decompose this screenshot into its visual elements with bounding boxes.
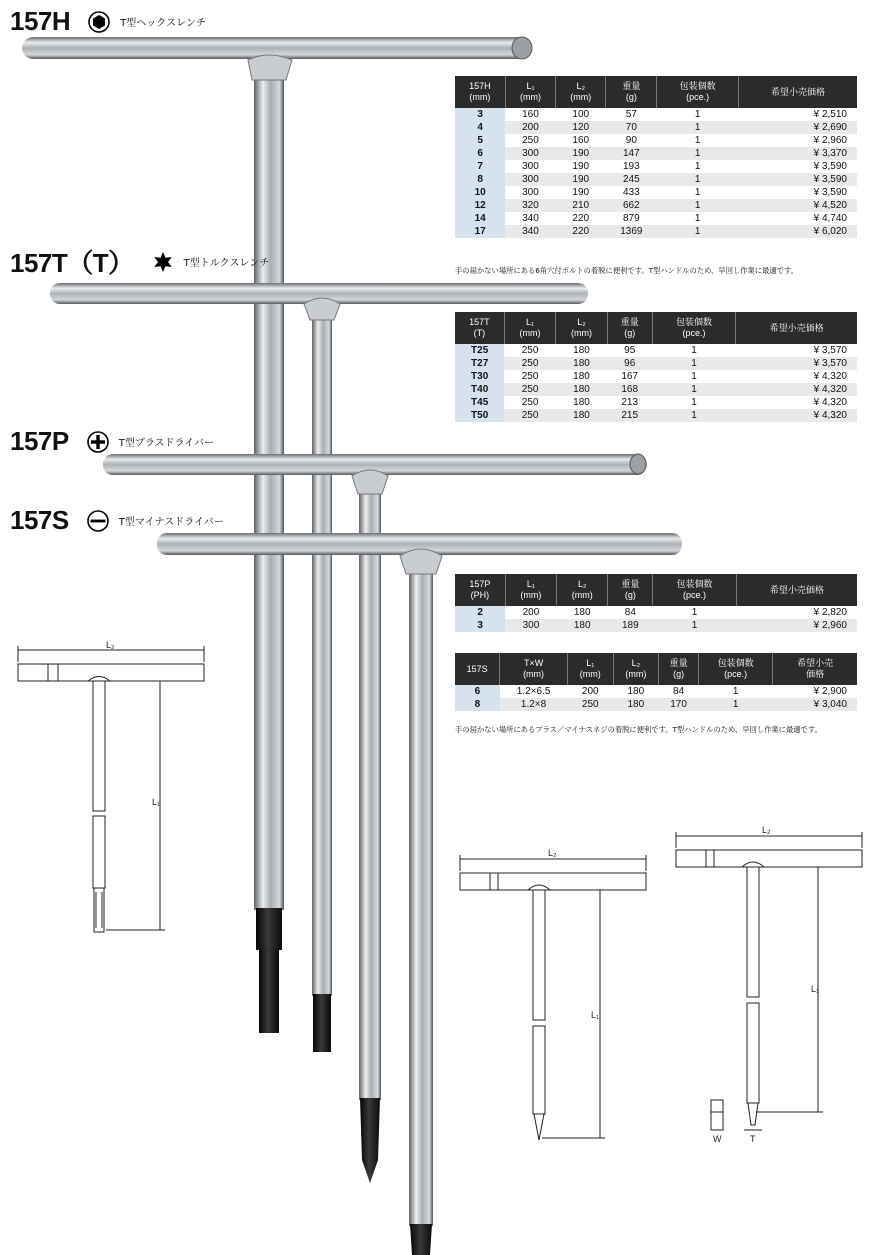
table-cell: 1: [657, 199, 739, 212]
column-header-line: (pce.): [724, 669, 748, 679]
dim-l1-label-1: L₁: [152, 797, 161, 807]
column-header: [455, 653, 500, 685]
column-header-line: L₁: [526, 317, 535, 327]
column-header-line: (mm): [571, 590, 593, 600]
table-cell: 245: [606, 173, 657, 186]
table-row: [455, 199, 857, 212]
table-cell: 180: [573, 371, 590, 382]
table-cell: 1: [691, 345, 697, 356]
size-cell: T40: [455, 383, 504, 396]
slotted-line-icon: [87, 510, 109, 532]
column-header-line: L₂: [631, 658, 641, 668]
column-header-line: 157T: [469, 317, 490, 327]
column-header-line: (mm): [625, 669, 647, 679]
size-cell: 8: [455, 698, 500, 711]
price-cell: ¥ 3,590: [739, 173, 858, 186]
size-cell: 14: [455, 212, 505, 225]
price-cell: ¥ 4,320: [813, 371, 847, 382]
table-cell: 1: [694, 187, 701, 198]
size-cell: T45: [455, 396, 504, 409]
phillips-cross-icon: [87, 431, 109, 453]
size-cell: 5: [455, 134, 505, 147]
table-cell: 180: [556, 383, 607, 396]
table-cell: 180: [573, 607, 591, 618]
table-cell: 250: [521, 397, 539, 408]
table-cell: 1: [657, 225, 739, 238]
table-cell: 1: [699, 698, 773, 711]
table-cell: 1: [652, 357, 736, 370]
column-header-line: 重量: [622, 81, 641, 91]
table-row: [455, 606, 857, 619]
table-cell: 250: [504, 357, 555, 370]
table-cell: 180: [573, 345, 590, 356]
column-header-line: 重量: [669, 658, 688, 668]
column-header-line: L₁: [526, 81, 535, 91]
column-header: [773, 653, 857, 685]
price-cell: ¥ 4,320: [736, 383, 857, 396]
column-header-line: 包装個数: [717, 658, 754, 668]
table-cell: 210: [556, 199, 606, 212]
column-header-line: (pce.): [682, 590, 706, 600]
table-cell: 180: [573, 397, 590, 408]
table-cell: 1: [691, 397, 697, 408]
table-cell: 1: [657, 147, 739, 160]
drawing-hex-wrench: [18, 646, 204, 932]
table-cell: 100: [572, 109, 590, 120]
price-cell: ¥ 3,590: [813, 187, 847, 198]
column-header-line: (PH): [470, 590, 490, 600]
table-cell: 1: [652, 409, 736, 422]
column-header: [739, 76, 858, 108]
dim-l1-label-2: L₁: [591, 1010, 600, 1020]
price-cell: ¥ 4,320: [736, 409, 857, 422]
column-header-line: L₂: [576, 81, 586, 91]
size-cell: 3: [455, 108, 505, 121]
note-driver: 手の届かない場所にあるプラス／マイナスネジの着脱に便利です。T型ハンドルのため、早回し作業に最適です。: [455, 725, 822, 734]
table-cell: 200: [522, 607, 540, 618]
table-cell: 1: [694, 161, 701, 172]
table-cell: 168: [607, 383, 652, 396]
drawing-slotted-driver: [676, 832, 862, 1130]
table-cell: 1: [653, 619, 736, 632]
table-cell: 1369: [606, 225, 657, 238]
table-cell: 180: [556, 409, 607, 422]
table-cell: 200: [581, 686, 599, 697]
column-header: [606, 76, 657, 108]
size-cell: 12: [455, 199, 505, 212]
table-cell: 1.2×8: [500, 698, 568, 711]
table-cell: 433: [622, 187, 640, 198]
table-cell: 300: [505, 147, 555, 160]
subtitle-157p: T型プラスドライバー: [118, 438, 215, 449]
table-cell: 96: [607, 357, 652, 370]
size-cell: 2: [455, 606, 505, 619]
table-row: [455, 225, 857, 238]
table-cell: 1: [691, 371, 697, 382]
column-header-line: (mm): [570, 92, 592, 102]
heading-157h: [10, 6, 206, 37]
column-header-line: (mm): [520, 590, 542, 600]
table-cell: 250: [504, 409, 555, 422]
price-cell: ¥ 3,590: [813, 161, 847, 172]
subtitle-157h: T型ヘックスレンチ: [120, 18, 206, 29]
table-cell: 300: [505, 619, 556, 632]
price-cell: ¥ 3,570: [736, 357, 857, 370]
tool-157p-photo: [103, 454, 647, 1183]
heading-157t: [10, 243, 269, 280]
table-cell: 340: [505, 225, 555, 238]
price-cell: ¥ 6,020: [739, 225, 858, 238]
price-cell: ¥ 3,570: [813, 345, 847, 356]
table-row: [455, 121, 857, 134]
column-header: [557, 574, 608, 606]
table-cell: 662: [606, 199, 657, 212]
product-code-157h: 157H: [10, 6, 71, 36]
product-code-157p: 157P: [10, 426, 69, 456]
column-header-line: (mm): [519, 92, 541, 102]
table-row: [455, 396, 857, 409]
column-header-line: (mm): [469, 92, 491, 102]
column-header: [504, 312, 555, 344]
price-cell: ¥ 3,040: [773, 698, 857, 711]
column-header-line: (g): [625, 92, 637, 102]
table-cell: 300: [522, 161, 539, 172]
size-cell: 6: [455, 685, 500, 698]
table-cell: 190: [572, 161, 590, 172]
table-cell: 1: [657, 121, 739, 134]
size-cell: 7: [455, 160, 505, 173]
column-header-line: (g): [673, 669, 685, 679]
heading-157p: [10, 426, 214, 457]
table-cell: 84: [673, 686, 685, 697]
table-cell: 190: [572, 187, 590, 198]
dim-t-label: T: [750, 1134, 756, 1144]
table-header-row: [455, 76, 857, 108]
column-header: [455, 574, 505, 606]
column-header-line: L₂: [577, 317, 586, 327]
table-cell: 220: [572, 213, 590, 224]
table-cell: 180: [556, 357, 607, 370]
dim-l1-label-3: L₁: [811, 984, 820, 994]
size-cell: 4: [455, 121, 505, 134]
dim-l2-label-2: L₂: [548, 848, 557, 858]
drawing-phillips-driver: [460, 855, 646, 1140]
table-row: [455, 357, 857, 370]
size-cell: T50: [455, 409, 504, 422]
column-header: [505, 76, 555, 108]
size-cell: T25: [455, 344, 504, 357]
table-cell: 193: [622, 161, 640, 172]
table-row: [455, 173, 857, 186]
product-code-157s: 157S: [10, 505, 69, 535]
table-cell: 320: [505, 199, 555, 212]
table-row: [455, 212, 857, 225]
table-cell: 250: [522, 135, 539, 146]
dim-l2-label-3: L₂: [762, 825, 771, 835]
table-cell: 90: [625, 135, 637, 146]
price-cell: ¥ 2,900: [813, 686, 847, 697]
price-cell: ¥ 2,820: [813, 607, 847, 618]
column-header-line: 希望小売価格: [769, 584, 824, 595]
table-row: [455, 186, 857, 199]
table-cell: 120: [556, 121, 606, 134]
table-row: [455, 108, 857, 121]
spec-table-157p: [455, 574, 857, 632]
table-cell: 213: [621, 397, 639, 408]
table-cell: 180: [627, 686, 645, 697]
size-cell: 6: [455, 147, 505, 160]
subtitle-157s: T型マイナスドライバー: [118, 517, 224, 528]
table-row: [455, 619, 857, 632]
column-header: [500, 653, 568, 685]
table-cell: 300: [505, 173, 555, 186]
size-cell: 10: [455, 186, 505, 199]
column-header-line: 包装個数: [676, 579, 713, 589]
column-header: [608, 574, 653, 606]
table-row: [455, 698, 857, 711]
table-cell: 200: [505, 121, 555, 134]
size-cell: T30: [455, 370, 504, 383]
hex-socket-icon: [88, 11, 110, 33]
column-header-line: (pce.): [682, 328, 706, 338]
size-cell: 17: [455, 225, 505, 238]
table-cell: 167: [621, 371, 639, 382]
table-cell: 95: [624, 345, 636, 356]
column-header-line: 価格: [806, 669, 825, 679]
dim-l2-label-1: L₂: [106, 640, 115, 650]
price-cell: ¥ 4,320: [813, 397, 847, 408]
table-cell: 190: [556, 147, 606, 160]
table-cell: 250: [521, 371, 539, 382]
column-header-line: 包装個数: [679, 81, 716, 91]
table-row: [455, 383, 857, 396]
product-code-157t: 157T（T）: [10, 248, 134, 278]
column-header-line: (pce.): [686, 92, 710, 102]
column-header: [699, 653, 773, 685]
price-cell: ¥ 3,370: [739, 147, 858, 160]
table-cell: 220: [556, 225, 606, 238]
price-cell: ¥ 2,960: [813, 135, 847, 146]
dim-w-label: W: [713, 1134, 722, 1144]
table-cell: 1: [732, 686, 739, 697]
table-row: [455, 344, 857, 357]
table-cell: 180: [613, 698, 659, 711]
table-cell: 250: [504, 383, 555, 396]
column-header: [653, 574, 736, 606]
column-header-line: 包装個数: [676, 317, 713, 327]
table-row: [455, 370, 857, 383]
price-cell: ¥ 4,520: [739, 199, 858, 212]
table-cell: 300: [522, 187, 539, 198]
price-cell: ¥ 2,690: [739, 121, 858, 134]
torx-star-icon: [152, 251, 174, 273]
table-cell: 147: [606, 147, 657, 160]
table-cell: 340: [522, 213, 539, 224]
tool-157s-photo: [157, 533, 682, 1255]
spec-table-157t: [455, 312, 857, 422]
table-cell: 250: [567, 698, 613, 711]
table-row: [455, 160, 857, 173]
column-header-line: 157H: [469, 81, 491, 91]
column-header-line: T×W: [523, 658, 544, 668]
table-cell: 250: [521, 345, 539, 356]
column-header: [652, 312, 736, 344]
table-cell: 1: [691, 607, 698, 618]
table-cell: 879: [622, 213, 640, 224]
column-header: [613, 653, 659, 685]
table-cell: 180: [557, 619, 608, 632]
subtitle-157t: T型トルクスレンチ: [183, 258, 270, 269]
column-header: [556, 312, 607, 344]
column-header-line: (mm): [523, 669, 545, 679]
table-header-row: [455, 312, 857, 344]
table-cell: 190: [556, 173, 606, 186]
price-cell: ¥ 2,510: [813, 109, 847, 120]
column-header-line: L₂: [577, 579, 587, 589]
column-header-line: 希望小売価格: [769, 322, 824, 333]
table-cell: 84: [624, 607, 636, 618]
column-header: [567, 653, 613, 685]
table-cell: 160: [522, 109, 539, 120]
column-header-line: (g): [624, 590, 636, 600]
table-cell: 215: [607, 409, 652, 422]
table-cell: 1: [694, 213, 701, 224]
column-header: [736, 312, 857, 344]
table-cell: 1: [657, 173, 739, 186]
table-cell: 1: [694, 135, 701, 146]
column-header: [455, 76, 505, 108]
spec-table-157s: [455, 653, 857, 711]
table-cell: 70: [606, 121, 657, 134]
note-hex: 手の届かない場所にある6角穴付ボルトの着脱に便利です。T型ハンドルのため、早回し作業に最適です。: [455, 266, 798, 275]
table-cell: 189: [608, 619, 653, 632]
table-cell: 170: [659, 698, 699, 711]
table-cell: 1: [694, 109, 701, 120]
column-header-line: 希望小売価格: [770, 86, 825, 97]
table-row: [455, 685, 857, 698]
size-cell: 8: [455, 173, 505, 186]
size-cell: 3: [455, 619, 505, 632]
table-cell: 160: [572, 135, 590, 146]
heading-157s: [10, 505, 224, 536]
column-header-line: (T): [473, 328, 486, 338]
column-header-line: L₁: [586, 658, 595, 668]
table-header-row: [455, 574, 857, 606]
column-header-line: L₁: [526, 579, 535, 589]
column-header: [659, 653, 699, 685]
table-cell: 1.2×6.5: [516, 686, 551, 697]
column-header-line: 重量: [621, 579, 640, 589]
table-row: [455, 409, 857, 422]
column-header-line: 157P: [469, 579, 491, 589]
column-header: [736, 574, 857, 606]
price-cell: ¥ 2,960: [736, 619, 857, 632]
size-cell: T27: [455, 357, 504, 370]
column-header-line: (mm): [579, 669, 601, 679]
column-header-line: (mm): [570, 328, 592, 338]
column-header: [556, 76, 606, 108]
table-header-row: [455, 653, 857, 685]
column-header-line: (mm): [519, 328, 541, 338]
column-header: [607, 312, 652, 344]
price-cell: ¥ 4,740: [813, 213, 847, 224]
column-header-line: 希望小売: [797, 658, 834, 668]
table-row: [455, 147, 857, 160]
column-header-line: (g): [624, 328, 636, 338]
column-header-line: 重量: [620, 317, 639, 327]
column-header: [505, 574, 556, 606]
column-header: [657, 76, 739, 108]
spec-table-157h: [455, 76, 857, 238]
column-header-line: 157S: [466, 663, 488, 674]
column-header: [455, 312, 504, 344]
table-cell: 57: [625, 109, 637, 120]
table-row: [455, 134, 857, 147]
table-cell: 1: [652, 383, 736, 396]
